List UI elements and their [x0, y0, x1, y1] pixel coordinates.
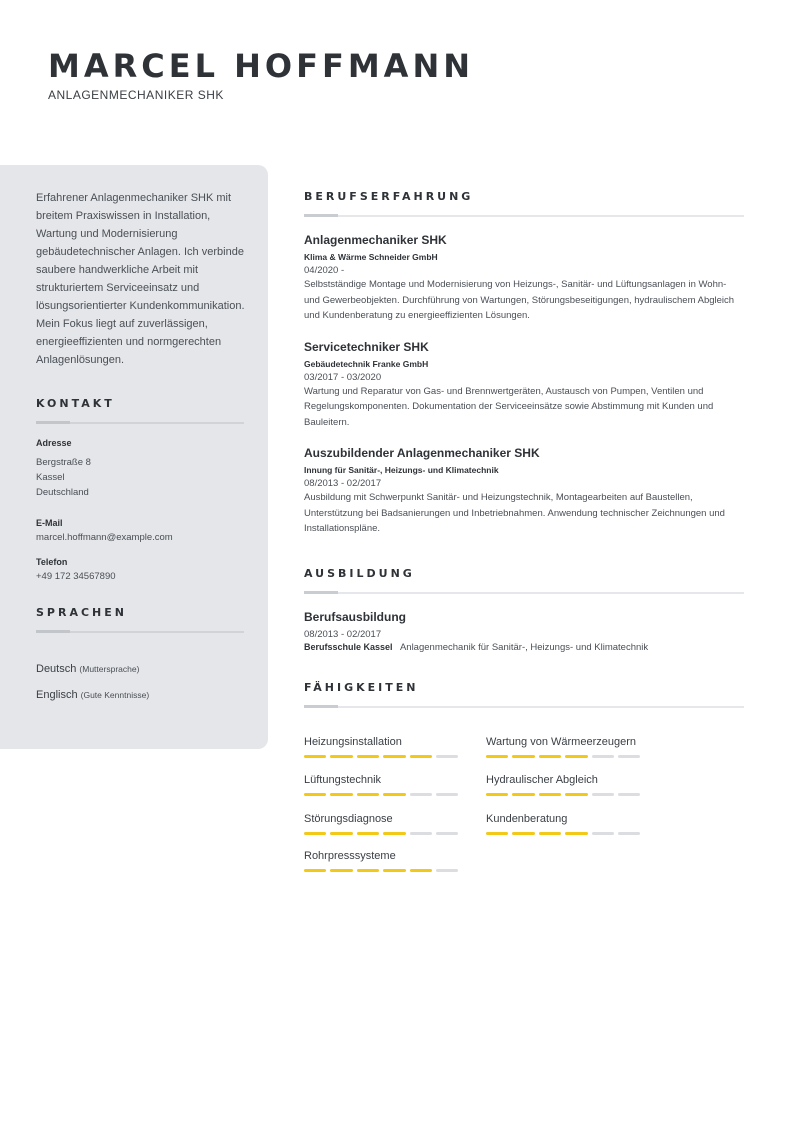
address-street: Bergstraße 8 — [36, 457, 91, 468]
skill-level-bar — [304, 755, 464, 758]
languages-section — [36, 606, 242, 701]
education-title: Berufsausbildung — [304, 609, 407, 624]
skill-name: Störungsdiagnose — [304, 812, 393, 825]
resume-header — [48, 48, 474, 102]
skill-level-segment-filled — [383, 755, 405, 758]
skill-item — [486, 813, 646, 835]
skill-name: Lüftungstechnik — [304, 773, 382, 786]
skill-level-segment-filled — [565, 832, 587, 835]
skill-item — [304, 850, 464, 872]
main-content — [304, 190, 744, 886]
skill-level-bar — [486, 793, 646, 796]
skill-level-segment-filled — [512, 832, 534, 835]
candidate-job-title: ANLAGENMECHANIKER SHK — [48, 88, 224, 102]
contact-heading: KONTAKT — [36, 397, 115, 410]
skill-level-segment-filled — [304, 755, 326, 758]
skill-level-segment-empty — [436, 755, 458, 758]
education-field: Anlagenmechanik für Sanitär-, Heizungs- und Klimatechnik — [399, 641, 649, 653]
skill-level-segment-filled — [486, 755, 508, 758]
skills-divider — [304, 706, 744, 708]
email-label: E-Mail — [36, 518, 63, 528]
job-title: Auszubildender Anlagenmechaniker SHK — [304, 446, 540, 460]
skill-level-segment-filled — [512, 793, 534, 796]
contact-section — [36, 397, 242, 584]
skill-level-segment-filled — [512, 755, 534, 758]
skill-item — [486, 774, 646, 796]
skill-level-bar — [304, 869, 464, 872]
skill-level-segment-filled — [330, 869, 352, 872]
language-level: (Muttersprache) — [79, 664, 140, 674]
skill-level-segment-empty — [592, 755, 614, 758]
skill-level-segment-filled — [357, 832, 379, 835]
skill-level-segment-filled — [410, 755, 432, 758]
skill-level-segment-empty — [618, 755, 640, 758]
skill-level-segment-empty — [618, 832, 640, 835]
education-details — [304, 642, 744, 653]
profile-summary: Erfahrener Anlagenmechaniker SHK mit breitem Praxiswissen in Installation, Wartung und Modernisierung gebäudetechnischer Anlagen. Ich verbinde saubere handwerkliche Arbeit mit strukturiertem Serviceeinsatz und lösungsorientierter Kundenkommunikation. Mein Fokus liegt auf zuverlässigen, energieeffizienten und normgerechten Anlagenlösungen. — [36, 192, 245, 366]
language-item — [36, 689, 242, 701]
skill-level-segment-filled — [304, 832, 326, 835]
skill-level-segment-filled — [357, 793, 379, 796]
job-description: Wartung und Reparatur von Gas- und Brennwertgeräten, Austausch von Pumpen, Ventilen und Regelungskomponenten. Dokumentation der Serviceeinsätze sowie Abstimmung mit Kunden und Bauleitern. — [304, 385, 714, 428]
skill-level-bar — [486, 832, 646, 835]
education-date: 08/2013 - 02/2017 — [304, 628, 382, 640]
skill-level-segment-filled — [330, 793, 352, 796]
language-name: Deutsch — [36, 663, 77, 675]
job-company: Klima & Wärme Schneider GmbH — [304, 252, 438, 262]
job-date: 04/2020 - — [304, 265, 345, 276]
contact-divider — [36, 422, 244, 424]
skill-level-segment-filled — [383, 793, 405, 796]
skill-level-segment-filled — [539, 755, 561, 758]
skill-level-segment-empty — [592, 832, 614, 835]
experience-section — [304, 190, 744, 537]
skill-level-segment-filled — [486, 793, 508, 796]
skill-level-segment-filled — [304, 869, 326, 872]
address-country: Deutschland — [36, 487, 89, 498]
address-city: Kassel — [36, 472, 65, 483]
skill-level-segment-filled — [383, 869, 405, 872]
job-title: Servicetechniker SHK — [304, 339, 429, 354]
skills-grid — [304, 736, 744, 886]
sidebar — [0, 165, 268, 749]
job-date: 08/2013 - 02/2017 — [304, 478, 382, 489]
skill-item — [304, 813, 464, 835]
skill-level-segment-empty — [436, 793, 458, 796]
skill-level-segment-filled — [486, 832, 508, 835]
language-item — [36, 663, 242, 675]
skill-level-segment-empty — [410, 832, 432, 835]
job-entry — [304, 340, 744, 431]
skill-name: Wartung von Wärmeerzeugern — [486, 735, 636, 748]
skill-item — [304, 736, 464, 758]
skill-item — [304, 774, 464, 796]
skill-level-segment-filled — [330, 832, 352, 835]
languages-heading: SPRACHEN — [36, 606, 127, 619]
job-entry — [304, 233, 744, 324]
skill-level-segment-filled — [357, 755, 379, 758]
job-entry — [304, 446, 744, 537]
email-value: marcel.hoffmann@example.com — [36, 532, 173, 543]
skill-level-segment-empty — [618, 793, 640, 796]
experience-divider — [304, 215, 744, 217]
skill-level-segment-empty — [410, 793, 432, 796]
skill-level-segment-filled — [330, 755, 352, 758]
skill-level-segment-empty — [592, 793, 614, 796]
skill-level-bar — [486, 755, 646, 758]
education-entry — [304, 610, 744, 653]
language-level: (Gute Kenntnisse) — [80, 690, 150, 700]
phone-value: +49 172 34567890 — [36, 571, 116, 582]
phone-label: Telefon — [36, 557, 68, 567]
language-name: Englisch — [36, 689, 78, 701]
candidate-name: MARCEL HOFFMANN — [48, 47, 474, 85]
skill-level-segment-filled — [383, 832, 405, 835]
skill-level-segment-empty — [436, 832, 458, 835]
experience-heading: BERUFSERFAHRUNG — [304, 190, 474, 203]
skill-level-segment-empty — [436, 869, 458, 872]
job-company: Gebäudetechnik Franke GmbH — [304, 358, 429, 369]
skill-name: Heizungsinstallation — [304, 735, 402, 748]
skill-name: Hydraulischer Abgleich — [486, 773, 598, 786]
skills-heading: FÄHIGKEITEN — [304, 680, 419, 694]
languages-divider — [36, 631, 244, 633]
skill-level-segment-filled — [565, 755, 587, 758]
job-description: Selbstständige Montage und Modernisierung von Heizungs-, Sanitär- und Lüftungsanlagen in Wohn- und Gewerbeobjekten. Durchführung von Wartungen, Störungsbeseitigungen, hydraulischem Abgleich und Kundenberatung zu energieeffizienten Lösungen. — [304, 279, 735, 321]
skill-item — [486, 736, 646, 758]
skill-level-bar — [304, 832, 464, 835]
address-label: Adresse — [36, 438, 72, 448]
education-divider — [304, 592, 744, 594]
education-section — [304, 567, 744, 653]
job-description: Ausbildung mit Schwerpunkt Sanitär- und Heizungstechnik, Montagearbeiten auf Baustellen, Unterstützung bei Badsanierungen und Inbetriebnahmen. Anwendung technischer Zeichnungen und Installationspläne. — [304, 492, 725, 534]
skill-level-segment-filled — [539, 793, 561, 796]
skill-level-bar — [304, 793, 464, 796]
skill-level-segment-filled — [410, 869, 432, 872]
job-date: 03/2017 - 03/2020 — [304, 371, 382, 383]
job-company: Innung für Sanitär-, Heizungs- und Klimatechnik — [304, 465, 499, 475]
skill-level-segment-filled — [539, 832, 561, 835]
skill-level-segment-filled — [304, 793, 326, 796]
education-school: Berufsschule Kassel — [304, 641, 393, 652]
job-title: Anlagenmechaniker SHK — [304, 233, 447, 247]
skill-level-segment-filled — [565, 793, 587, 796]
skills-section — [304, 681, 744, 886]
education-heading: AUSBILDUNG — [304, 566, 415, 580]
skill-name: Rohrpresssysteme — [304, 849, 396, 862]
skill-name: Kundenberatung — [486, 812, 568, 825]
skill-level-segment-filled — [357, 869, 379, 872]
